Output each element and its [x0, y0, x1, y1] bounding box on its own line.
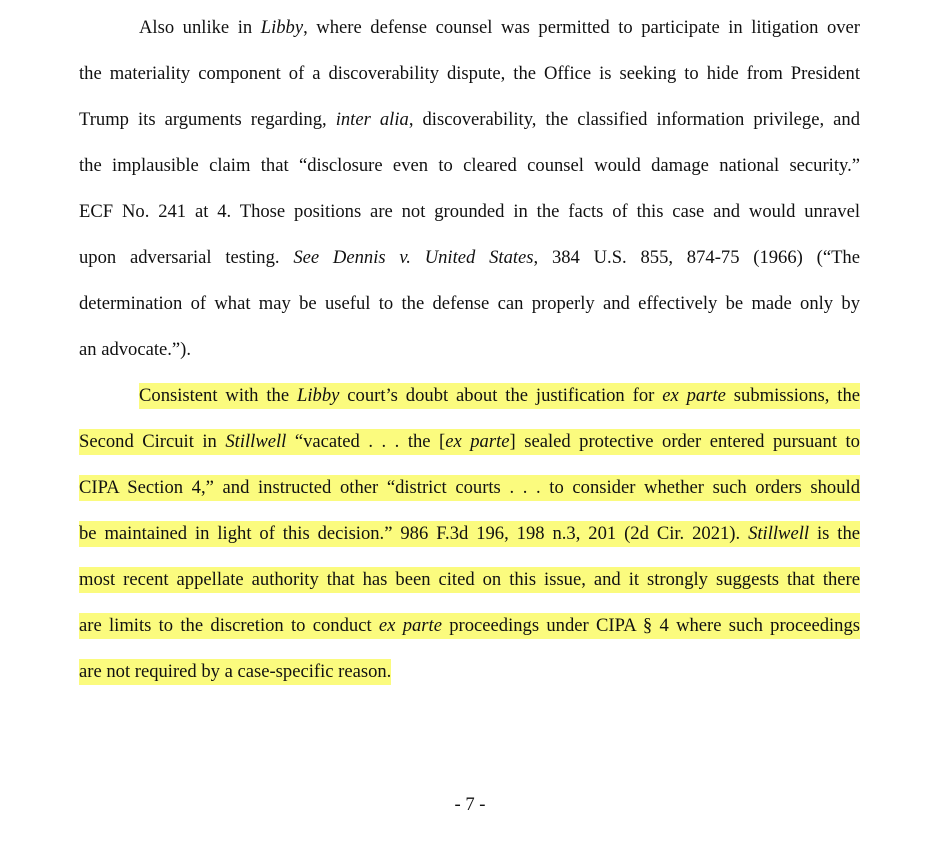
- paragraph-1-line-1: [139, 17, 860, 39]
- paragraph-2-line-3: CIPA Section 4,” and instructed other “district courts . . . to consider whether such orders should: [79, 475, 860, 501]
- paragraph-1-line-4: the implausible claim that “disclosure even to cleared counsel would damage national security.”: [79, 155, 860, 176]
- case-name-italic: Stillwell: [225, 431, 287, 452]
- text-run: is the: [809, 523, 860, 544]
- text-run: are limits to the discretion to conduct: [79, 615, 379, 636]
- case-name-italic: Libby: [260, 17, 304, 38]
- latin-phrase-italic: inter alia: [335, 109, 409, 130]
- paragraph-2-line-5: most recent appellate authority that has been cited on this issue, and it strongly suggests that there: [79, 567, 860, 593]
- latin-phrase-italic: ex parte: [662, 385, 726, 406]
- case-name-italic: Libby: [297, 385, 340, 406]
- paragraph-1-line-5: ECF No. 241 at 4. Those positions are not grounded in the facts of this case and would unravel: [79, 201, 860, 222]
- paragraph-1-line-7: determination of what may be useful to the defense can properly and effectively be made only by: [79, 293, 860, 314]
- text-run: “vacated . . . the [: [286, 431, 446, 452]
- text-run: , 384 U.S. 855, 874-75 (1966) (“The: [533, 247, 860, 268]
- latin-phrase-italic: ex parte: [378, 615, 442, 636]
- citation-italic: See Dennis v. United States: [293, 247, 534, 268]
- text-run: ] sealed protective order entered pursuant to: [509, 431, 860, 452]
- paragraph-2-line-2: [79, 429, 860, 455]
- paragraph-2-line-6: [79, 613, 860, 639]
- page-number: - 7 -: [454, 794, 486, 815]
- text-run: Trump its arguments regarding,: [79, 109, 336, 130]
- paragraph-2-line-7: are not required by a case-specific reason.: [79, 659, 391, 685]
- paragraph-2-line-1: [139, 383, 860, 409]
- paragraph-2-line-4: [79, 521, 860, 547]
- latin-phrase-italic: ex parte: [445, 431, 510, 452]
- text-run: be maintained in light of this decision.” 986 F.3d 196, 198 n.3, 201 (2d Cir. 2021).: [79, 523, 749, 544]
- case-name-italic: Stillwell: [748, 523, 810, 544]
- paragraph-1-line-8: an advocate.”).: [79, 339, 192, 360]
- text-run: Consistent with the: [139, 385, 298, 406]
- text-run: Second Circuit in: [79, 431, 226, 452]
- paragraph-1-line-2: the materiality component of a discoverability dispute, the Office is seeking to hide from President: [79, 63, 860, 84]
- text-run: proceedings under CIPA § 4 where such proceedings: [441, 615, 860, 636]
- text-run: submissions, the: [725, 385, 860, 406]
- text-run: , discoverability, the classified information privilege, and: [408, 109, 860, 130]
- text-run: , where defense counsel was permitted to participate in litigation over: [303, 17, 860, 38]
- text-run: Also unlike in: [139, 17, 261, 38]
- paragraph-1-line-3: [79, 109, 860, 131]
- paragraph-1-line-6: [79, 247, 860, 269]
- text-run: court’s doubt about the justification for: [339, 385, 663, 406]
- text-run: upon adversarial testing.: [79, 247, 294, 268]
